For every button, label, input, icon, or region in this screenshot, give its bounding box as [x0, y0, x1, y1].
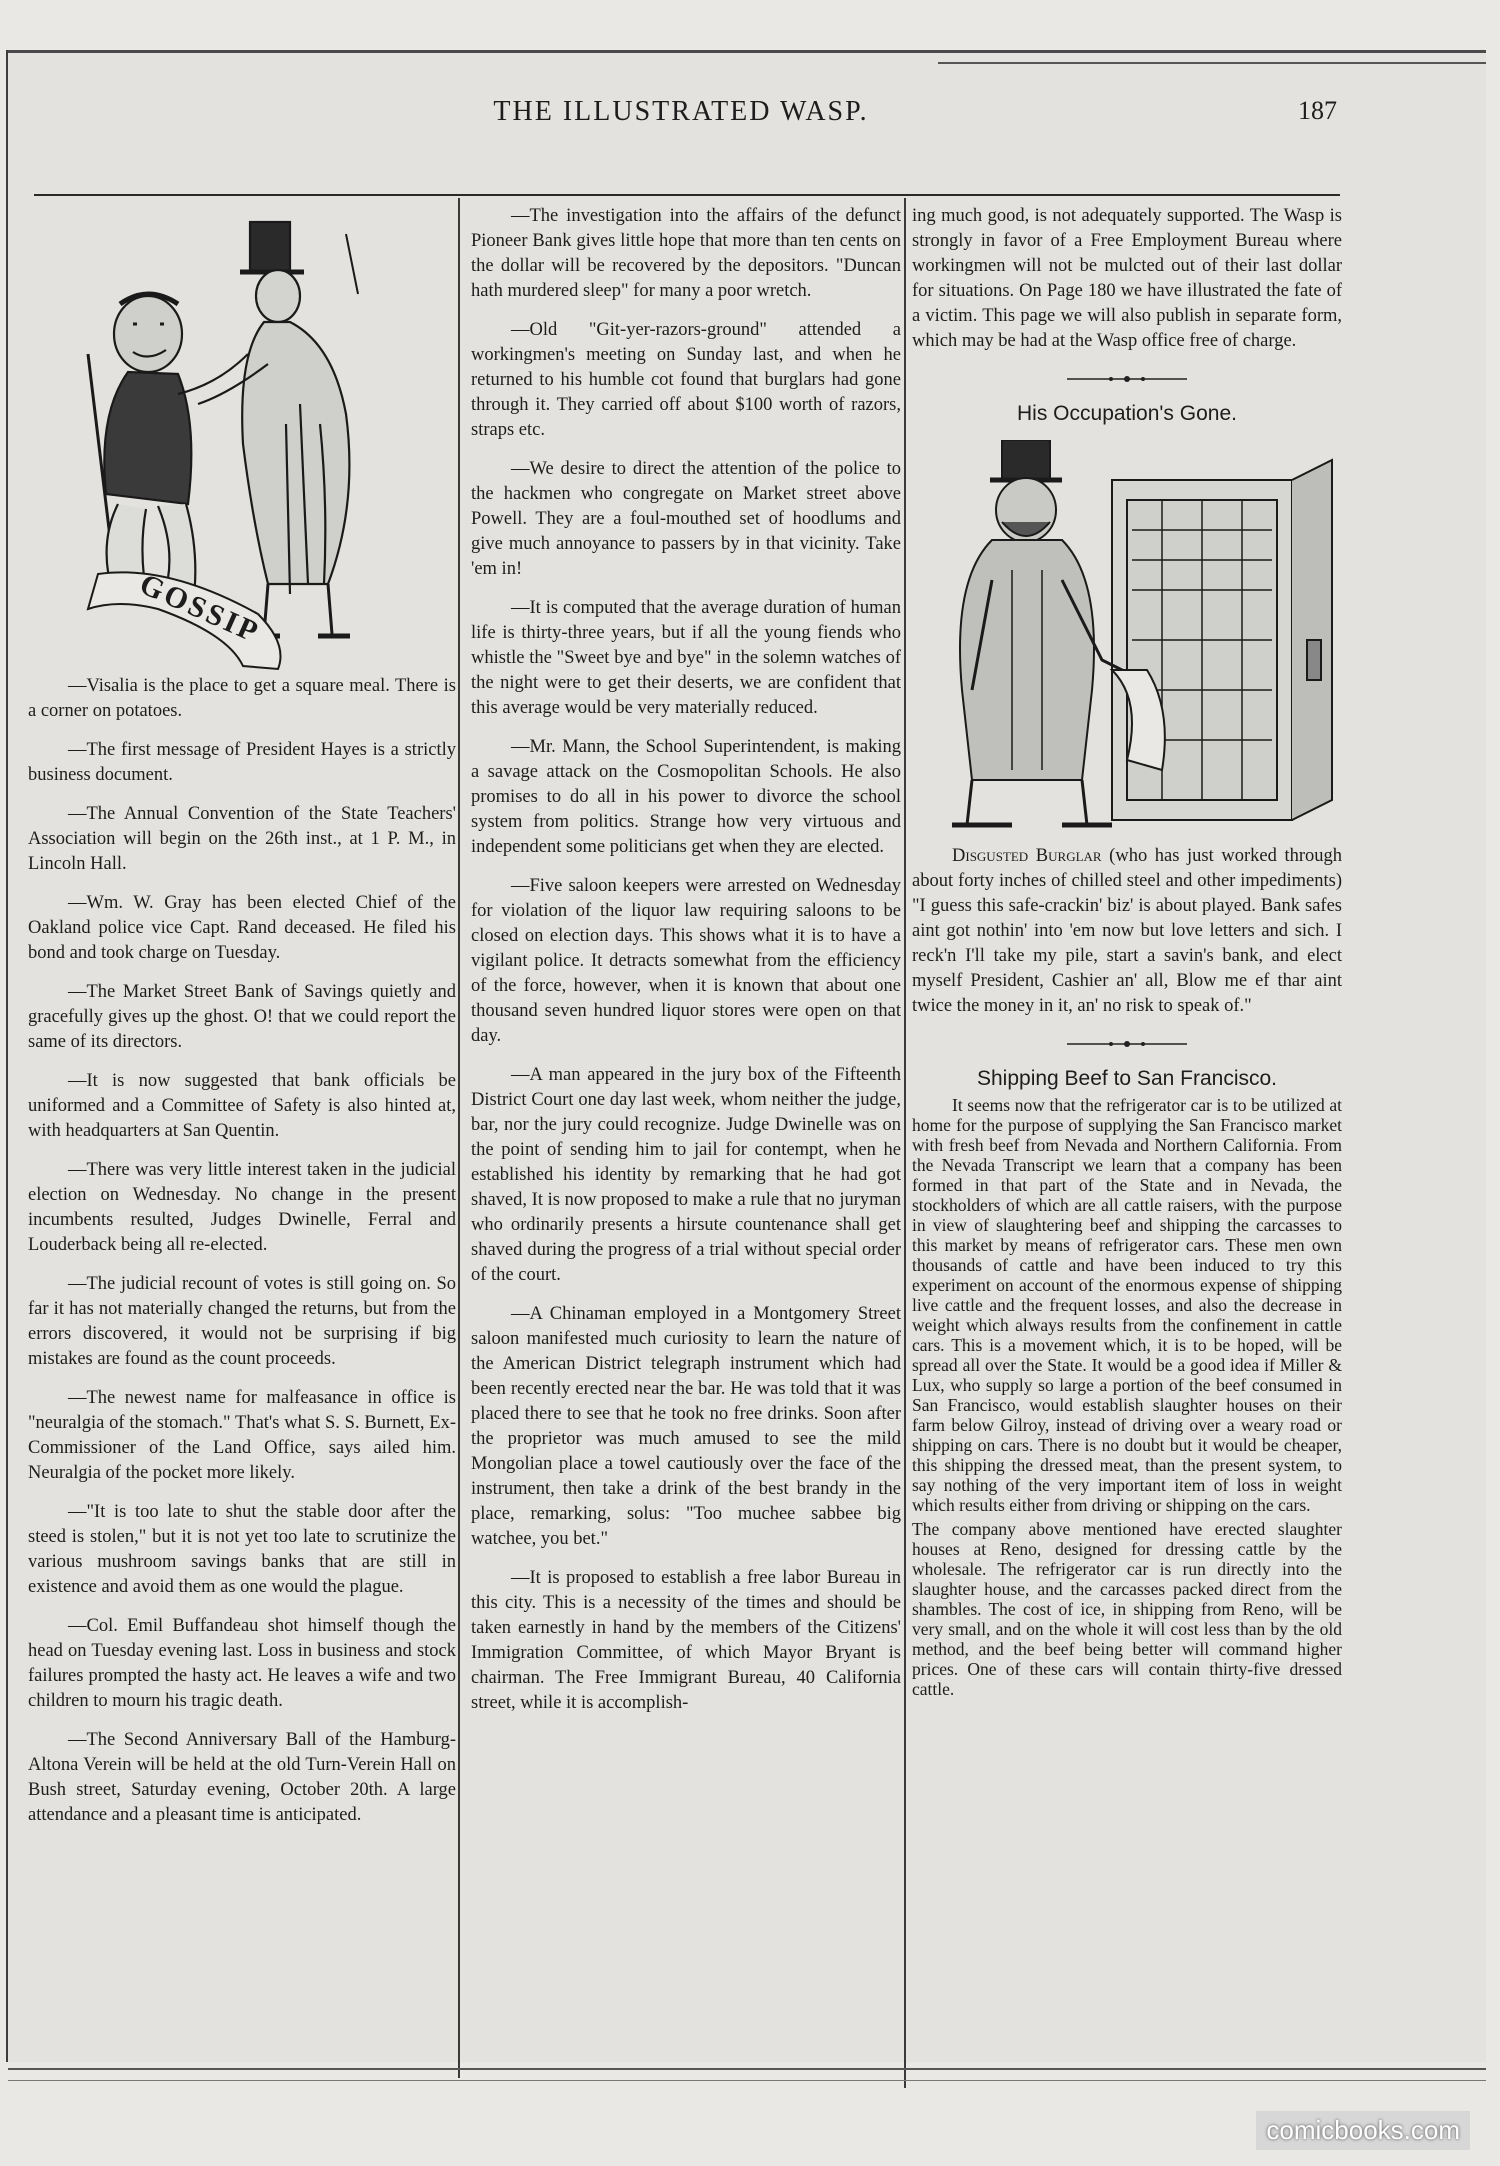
paragraph: —"It is too late to shut the stable door after the steed is stolen," but it is not yet too late to scrutinize the various mushroom savings banks that are still in existence and avoid them as one would the plague. — [28, 1502, 456, 1597]
gossip-banner: GOSSIP — [134, 567, 266, 650]
top-border — [8, 50, 1486, 53]
paragraph: —It is computed that the average duration of human life is thirty-three years, but if all the young fiends who whistle the "Sweet bye and bye" in the solemn watches of the night were to get their deserts, we are confident that this average would be very materially reduced. — [471, 598, 901, 718]
masthead: THE ILLUSTRATED WASP. — [493, 96, 869, 127]
caption-text: (who has just worked through about forty inches of chilled steel and other impediments) "I guess this safe-crackin' biz' is about played. Bank safes aint got nothin' into 'em now but love letters and sich. I reck'n I'll take my pile, start a savin's bank, and elect myself President, Cashier an' all, Blow me ef thar aint twice the money in it, an' no risk to speak of." — [912, 846, 1342, 1016]
header-rule — [34, 194, 1340, 196]
newspaper-page — [6, 50, 1486, 2062]
ornament-divider — [912, 368, 1342, 393]
paragraph: —The Annual Convention of the State Teachers' Association will begin on the 26th inst., at 1 P. M., in Lincoln Hall. — [28, 804, 456, 874]
watermark: comicbooks.com — [1256, 2111, 1470, 2150]
divider-ornament — [1067, 374, 1187, 384]
paragraph: —A Chinaman employed in a Montgomery Street saloon manifested much curiosity to learn the nature of the American District telegraph instrument which had been recently erected near the bar. He was told that it was placed there to see that he took no free drinks. Soon after the proprietor was much amused to see the mild Mongolian place a towel cautiously over the face of the instrument, then take a drink of the best brandy in the place, remarking, solus: "Too muchee sabbee big watchee, you bet." — [471, 1304, 901, 1549]
paragraph: —Mr. Mann, the School Superintendent, is making a savage attack on the Cosmopolitan Schools. He also promises to do all in his power to divorce the school system from politics. Strange how very virtuous and independent some politicians get when they are elected. — [471, 737, 901, 857]
paragraph: ing much good, is not adequately supported. The Wasp is strongly in favor of a Free Employment Bureau where workingmen will not be mulcted out of their last dollar for situations. On Page 180 we have illustrated the fate of a victim. This page we will also publish in separate form, which may be had at the Wasp office free of charge. — [912, 206, 1342, 351]
paragraph: —The Second Anniversary Ball of the Hamburg-Altona Verein will be held at the old Turn-Verein Hall on Bush street, Saturday evening, October 20th. A large attendance and a pleasant time is anticipated. — [28, 1730, 456, 1825]
column-2 — [471, 204, 901, 1716]
paragraph: —We desire to direct the attention of the police to the hackmen who congregate on Market street above Powell. They are a foul-mouthed set of hoodlums and give much annoyance to passers by in that vicinity. Take 'em in! — [471, 459, 901, 579]
paragraph: —The investigation into the affairs of the defunct Pioneer Bank gives little hope that more than ten cents on the dollar will be recovered by the depositors. "Duncan hath murdered sleep" for many a poor wretch. — [471, 206, 901, 301]
paragraph: —The first message of President Hayes is a strictly business document. — [28, 740, 456, 785]
page-header — [8, 88, 1486, 148]
divider-ornament — [1067, 1039, 1187, 1049]
paragraph: —The judicial recount of votes is still going on. So far it has not materially changed the returns, but from the errors discovered, it would not be surprising if big mistakes are found as the count proceeds. — [28, 1274, 456, 1369]
column-3 — [912, 204, 1342, 1713]
gossip-engraving — [28, 204, 456, 674]
burglar-engraving — [912, 440, 1342, 830]
paragraph: —There was very little interest taken in the judicial election on Wednesday. No change in the present incumbents resulted, Judges Dwinelle, Ferral and Louderback being all re-elected. — [28, 1160, 456, 1255]
paragraph: —It is proposed to establish a free labor Bureau in this city. This is a necessity of the times and should be taken earnestly in hand by the members of the Citizens' Immigration Committee, of which Mayor Bryant is chairman. The Free Immigrant Bureau, 40 California street, while it is accomplish- — [471, 1568, 901, 1713]
paragraph: The company above mentioned have erected slaughter houses at Reno, designed for dressing cattle by the wholesale. The refrigerator car is run directly into the slaughter house, and the carcasses packed direct from the shambles. The cost of ice, in shipping from Reno, will be very small, and on the whole it will cost less than by the old method, and the beef being better will command higher prices. One of these cars will contain thirty-five dressed cattle. — [912, 1519, 1342, 1699]
paragraph: —Col. Emil Buffandeau shot himself though the head on Tuesday evening last. Loss in business and stock failures prompted the hasty act. He leaves a wife and two children to mourn his tragic death. — [28, 1616, 456, 1711]
paragraph: —Visalia is the place to get a square meal. There is a corner on potatoes. — [28, 676, 456, 721]
paragraph: It seems now that the refrigerator car is to be utilized at home for the purpose of supplying the San Francisco market with fresh beef from Nevada and Northern California. From the Nevada Transcript we learn that a company has been formed in that part of the State and in Nevada, the stockholders of which are all cattle raisers, with the purpose in view of slaughtering beef and shipping the carcasses to this market by means of refrigerator cars. These men own thousands of cattle and have been induced to try this experiment on account of the enormous expense of shipping live cattle and the frequent losses, and also the decrease in weight which always results from the confinement in cattle cars. This is a movement which, it is to be hoped, will be spread all over the State. It would be a good idea if Miller & Lux, who supply so large a portion of the beef consumed in San Francisco, would establish slaughter houses on their farm below Gilroy, instead of driving over a weary road or shipping on cars. There is no doubt but it would be cheaper, this shipping the dressed meat, than the present system, to say nothing of the very important item of loss in weight which results either from driving or shipping on the cars. — [912, 1095, 1342, 1515]
page-number: 187 — [1298, 96, 1337, 125]
caption — [912, 844, 1342, 1019]
bottom-rule-thin — [8, 2080, 1486, 2081]
paragraph: —Five saloon keepers were arrested on Wednesday for violation of the liquor law requiring saloons to be closed on election days. This shows what it is to have a vigilant police. It detracts somewhat from the efficiency of the force, however, when it is known that about one thousand seven hundred liquor stores were open on that day. — [471, 876, 901, 1046]
column-rule-1 — [458, 198, 460, 2078]
burglar-illustration — [912, 440, 1342, 830]
bottom-rule — [8, 2068, 1486, 2070]
gossip-illustration — [28, 204, 456, 674]
headline-beef: Shipping Beef to San Francisco. — [976, 1067, 1277, 1090]
paragraph: —It is now suggested that bank officials be uniformed and a Committee of Safety is also hinted at, with headquarters at San Quentin. — [28, 1071, 456, 1141]
paragraph: —The Market Street Bank of Savings quietly and gracefully gives up the ghost. O! that we could report the same of its directors. — [28, 982, 456, 1052]
paragraph: —Wm. W. Gray has been elected Chief of the Oakland police vice Capt. Rand deceased. He filed his bond and took charge on Tuesday. — [28, 893, 456, 963]
column-1 — [28, 204, 456, 1842]
paragraph: —A man appeared in the jury box of the Fifteenth District Court one day last week, whom neither the judge, bar, nor the jury could recognize. Judge Dwinelle was on the point of sending him to jail for contempt, when he established his identity by remarking that he had got shaved, It is now proposed to make a rule that no juryman who ordinarily presents a hirsute countenance shall get shaved during the progress of a trial without special order of the court. — [471, 1065, 901, 1285]
headline-occupation: His Occupation's Gone. — [1017, 402, 1237, 425]
column-rule-2 — [904, 198, 906, 2088]
paragraph: —The newest name for malfeasance in office is "neuralgia of the stomach." That's what S. S. Burnett, Ex-Commissioner of the Land Office, says ailed him. Neuralgia of the pocket more likely. — [28, 1388, 456, 1483]
top-border-right — [938, 62, 1486, 64]
paragraph: —Old "Git-yer-razors-ground" attended a workingmen's meeting on Sunday last, and when he returned to his humble cot found that burglars had gone through it. They carried off about $100 worth of razors, straps etc. — [471, 320, 901, 440]
caption-lead: Disgusted Burglar — [952, 846, 1102, 866]
ornament-divider — [912, 1033, 1342, 1058]
